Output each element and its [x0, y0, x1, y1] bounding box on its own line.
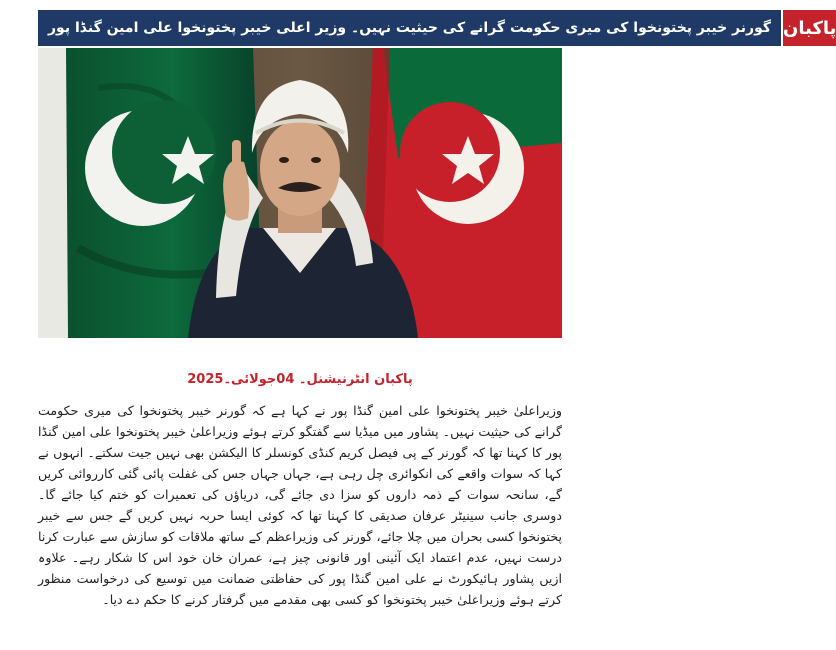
header-bar	[38, 10, 836, 46]
dateline: پاکبان انٹرنیشنل۔ 04جولائی۔2025	[187, 372, 413, 387]
article-body	[38, 400, 562, 645]
brand-logo[interactable]: پاکبان	[781, 10, 836, 46]
news-photo	[38, 48, 562, 338]
article-paragraph: وزیراعلیٰ خیبر پختونخوا علی امین گنڈا پور نے کہا ہے کہ گورنر خیبر پختونخوا کی میری حکومت گرانے کی حیثیت نہیں۔ پشاور میں میڈیا سے گفتگو کرتے ہوئے وزیراعلیٰ خیبر پختونخوا علی امین گنڈا پور کا کہنا تھا کہ گورنر کے پی فیصل کریم کنڈی کونسلر کا الیکشن بھی نہیں جیت سکتے۔ انہوں نے کہا کہ سوات واقعے کی انکوائری چل رہی ہے، جہاں جہاں جس کی غفلت پائی گئی کارروائی کریں گے، سانحہ سوات کے ذمہ داروں کو سزا دی جائے گی، دریاؤں کی تعمیرات کو ختم کیا جائے گا۔ دوسری جانب سینیٹر عرفان صدیقی کا کہنا تھا کہ کوئی ایسا حربہ نہیں کریں گے جس سے خیبر پختونخوا کسی بحران میں چلا جائے، گورنر کی وزیراعظم کے ساتھ ملاقات کو سازش سے عبارت کرنا درست نہیں، عدم اعتماد ایک آئینی اور قانونی چیز ہے، عمران خان خود اس کا شکار رہے۔ علاوہ ازیں پشاور ہائیکورٹ نے علی امین گنڈا پور کی حفاظتی ضمانت میں توسیع کی درخواست منظور کرتے ہوئے وزیراعلیٰ خیبر پختونخوا کو کسی بھی مقدمے میں گرفتار کرنے کا حکم دے دیا۔	[38, 403, 562, 607]
headline: گورنر خیبر پختونخوا کی میری حکومت گرانے کی حیثیت نہیں۔ وزیر اعلی خیبر پختونخوا علی امین گنڈا پور	[38, 10, 781, 46]
